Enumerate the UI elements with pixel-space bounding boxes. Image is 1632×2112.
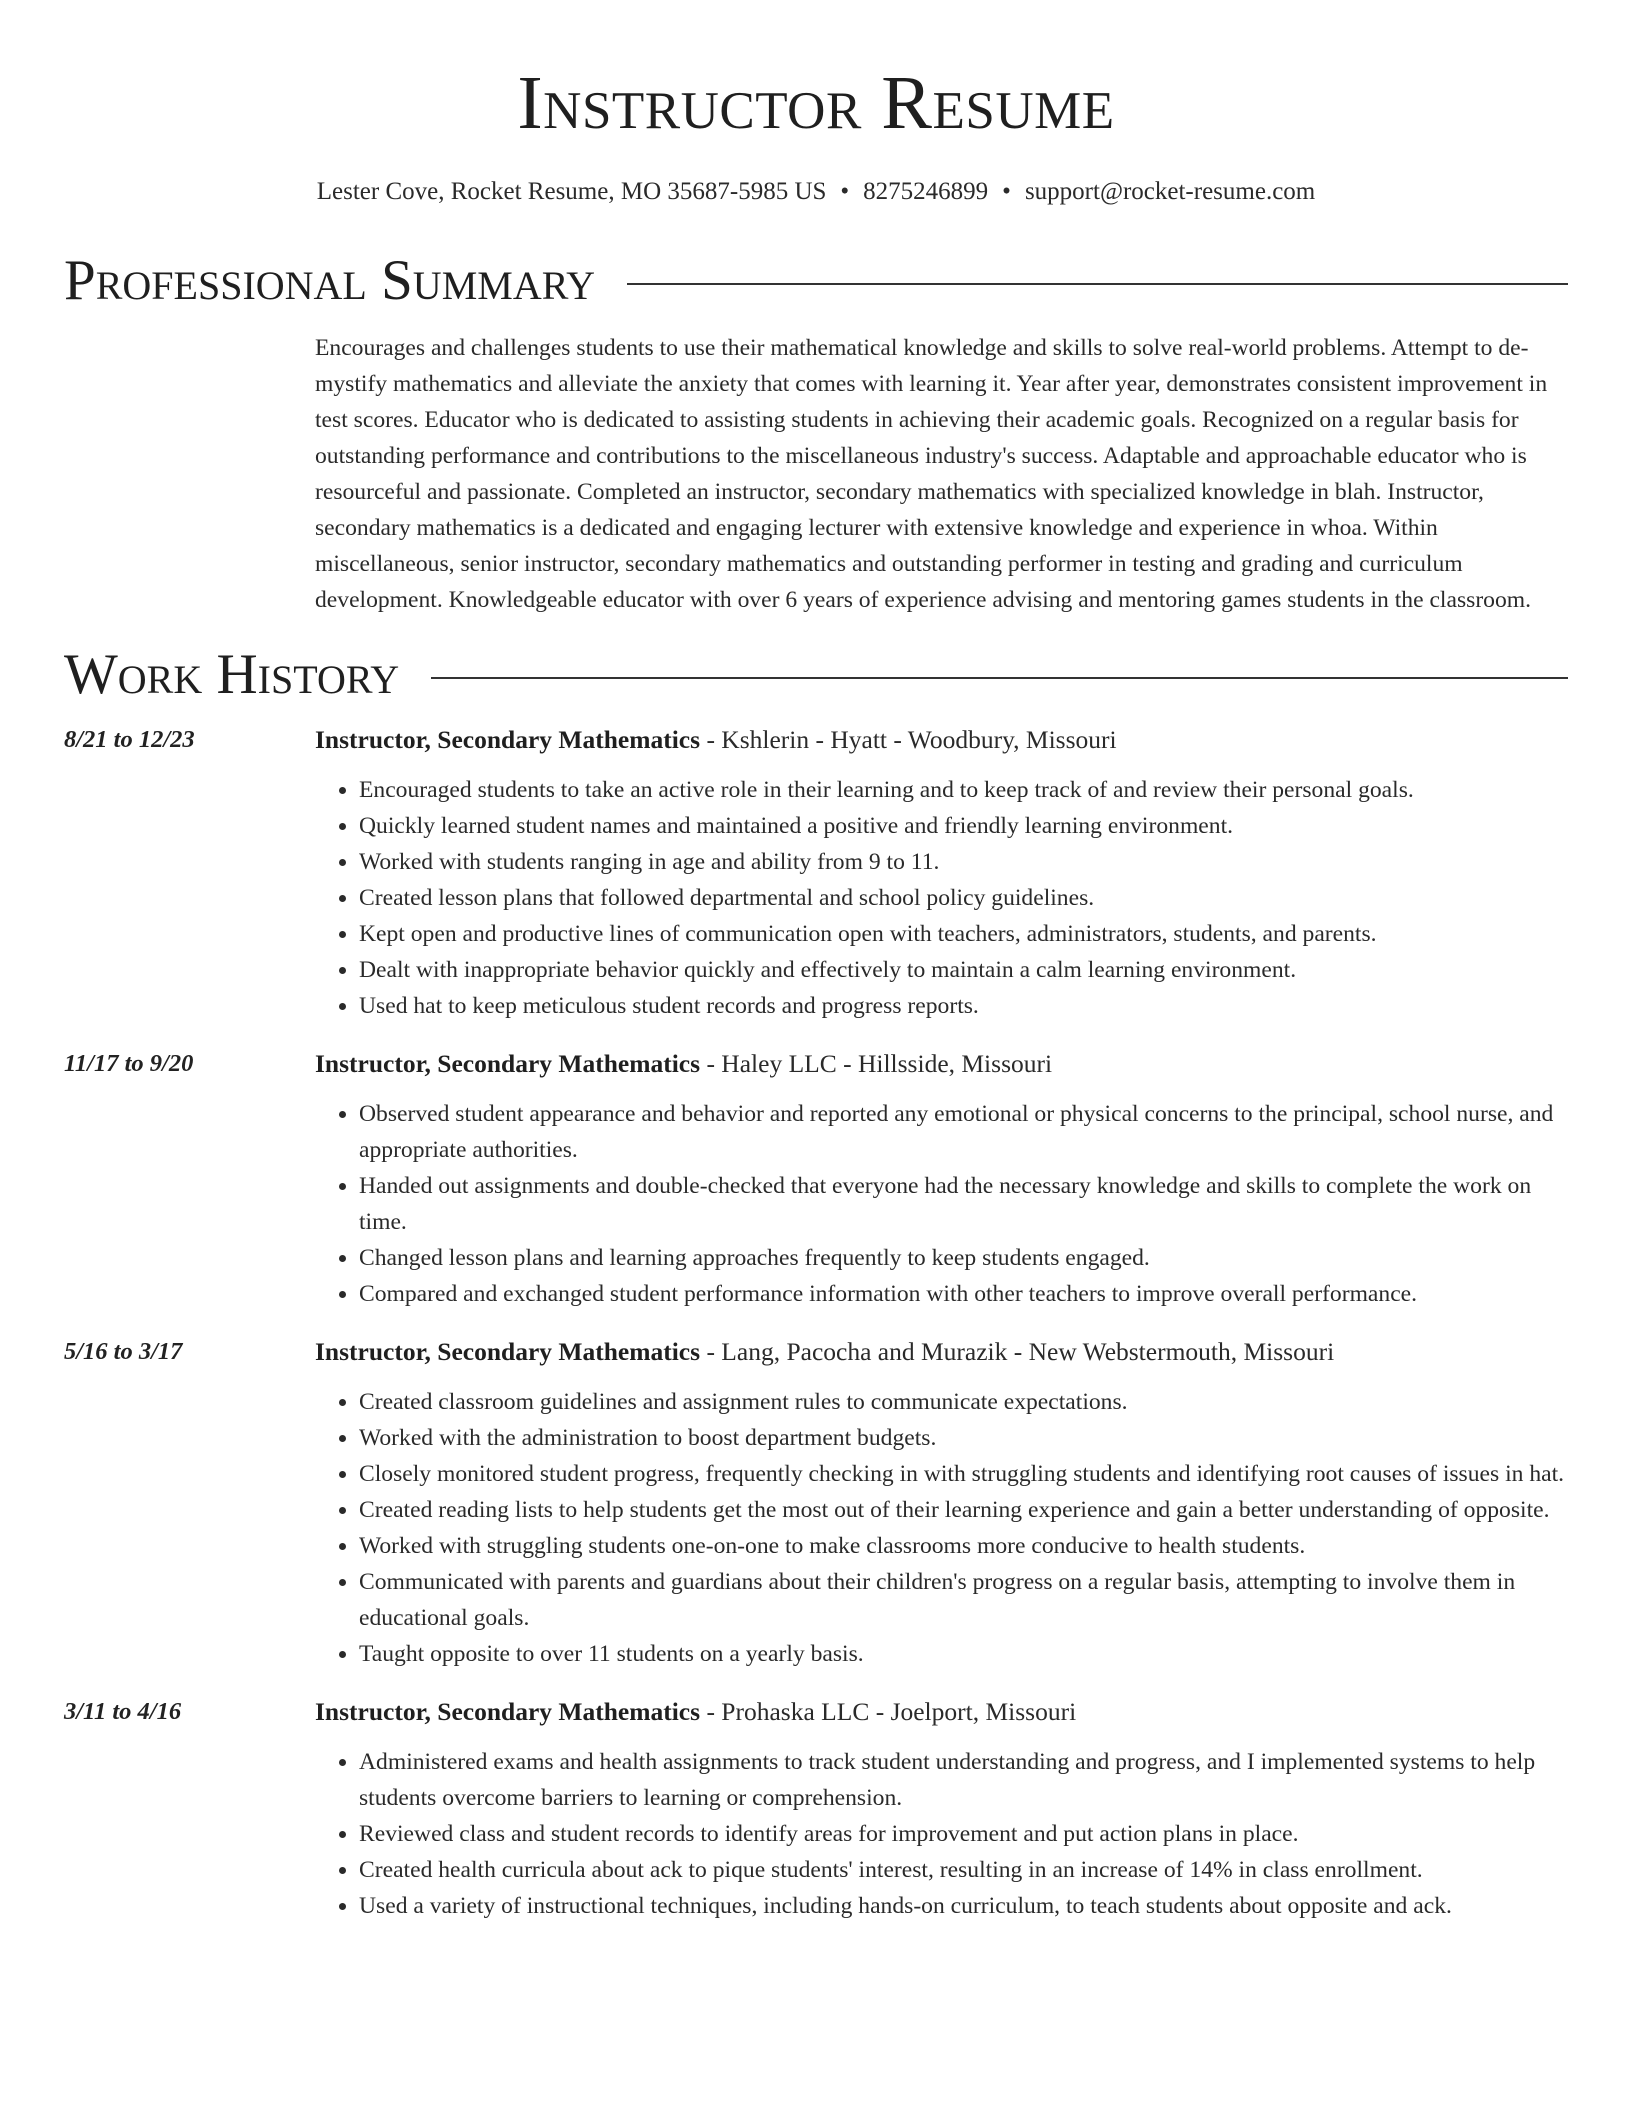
job-entry xyxy=(64,1046,1568,1312)
job-title: Instructor, Secondary Mathematics xyxy=(315,1049,701,1078)
job-bullet-list xyxy=(315,772,1568,1024)
job-bullet: • Created health curricula about ack to pique students' interest, resulting in an increase of 14% in class enrollment. xyxy=(359,1852,1568,1888)
job-employer-location: - Haley LLC - Hillsside, Missouri xyxy=(700,1049,1053,1078)
job-bullet: • Created reading lists to help students get the most out of their learning experience and gain a better understanding of opposite. xyxy=(359,1492,1568,1528)
job-employer-location: - Lang, Pacocha and Murazik - New Webstermouth, Missouri xyxy=(700,1337,1335,1366)
job-body xyxy=(315,722,1568,1024)
summary-heading: Professional Summary xyxy=(64,249,596,312)
job-bullet: • Closely monitored student progress, frequently checking in with struggling students and identifying root causes of issues in hat. xyxy=(359,1456,1568,1492)
job-title: Instructor, Secondary Mathematics xyxy=(315,1697,701,1726)
job-bullet: • Observed student appearance and behavior and reported any emotional or physical concerns to the principal, school nurse, and appropriate authorities. xyxy=(359,1096,1568,1168)
job-bullet: • Created classroom guidelines and assignment rules to communicate expectations. xyxy=(359,1384,1568,1420)
job-body xyxy=(315,1046,1568,1312)
job-dates: 5/16 to 3/17 xyxy=(64,1338,183,1365)
job-dates: 11/17 to 9/20 xyxy=(64,1050,194,1077)
job-bullet: • Taught opposite to over 11 students on a yearly basis. xyxy=(359,1636,1568,1672)
summary-text: Encourages and challenges students to use their mathematical knowledge and skills to solve real-world problems. Attempt to de-mystify mathematics and alleviate the anxiety that comes with learning it. Year after year, demonstrates consistent improvement in test scores. Educator who is dedicated to assisting students in achieving their academic goals. Recognized on a regular basis for outstanding performance and contributions to the miscellaneous industry's success. Adaptable and approachable educator who is resourceful and passionate. Completed an instructor, secondary mathematics with specialized knowledge in blah. Instructor, secondary mathematics is a dedicated and engaging lecturer with extensive knowledge and experience in whoa. Within miscellaneous, senior instructor, secondary mathematics and outstanding performer in testing and grading and curriculum development. Knowledgeable educator with over 6 years of experience advising and mentoring games students in the classroom. xyxy=(315,335,1548,613)
job-bullet: • Communicated with parents and guardians about their children's progress on a regular basis, attempting to involve them in educational goals. xyxy=(359,1564,1568,1636)
contact-separator: • xyxy=(840,178,850,205)
job-bullet: • Worked with students ranging in age and ability from 9 to 11. xyxy=(359,844,1568,880)
job-dates: 3/11 to 4/16 xyxy=(64,1698,182,1725)
job-heading-line xyxy=(315,1694,1568,1730)
job-employer-location: - Prohaska LLC - Joelport, Missouri xyxy=(700,1697,1077,1726)
contact-line xyxy=(64,176,1568,208)
job-bullet: • Worked with the administration to boost department budgets. xyxy=(359,1420,1568,1456)
job-heading-line xyxy=(315,1046,1568,1082)
job-heading-line xyxy=(315,722,1568,758)
job-bullet: • Used hat to keep meticulous student records and progress reports. xyxy=(359,988,1568,1024)
job-list xyxy=(64,722,1568,1924)
job-bullet: • Compared and exchanged student performance information with other teachers to improve overall performance. xyxy=(359,1276,1568,1312)
job-entry xyxy=(64,1694,1568,1924)
job-bullet: • Created lesson plans that followed departmental and school policy guidelines. xyxy=(359,880,1568,916)
job-heading-line xyxy=(315,1334,1568,1370)
job-title: Instructor, Secondary Mathematics xyxy=(315,725,701,754)
contact-phone: 8275246899 xyxy=(863,178,989,205)
job-entry xyxy=(64,1334,1568,1672)
work-history-section-header xyxy=(64,642,1568,708)
job-entry xyxy=(64,722,1568,1024)
job-bullet: • Worked with struggling students one-on-one to make classrooms more conducive to health students. xyxy=(359,1528,1568,1564)
job-bullet-list xyxy=(315,1096,1568,1312)
job-dates: 8/21 to 12/23 xyxy=(64,726,195,753)
job-bullet: • Changed lesson plans and learning approaches frequently to keep students engaged. xyxy=(359,1240,1568,1276)
resume-title: Instructor Resume xyxy=(517,61,1115,145)
contact-address: Lester Cove, Rocket Resume, MO 35687-5985 US xyxy=(316,178,827,205)
contact-separator: • xyxy=(1002,178,1011,205)
job-bullet: • Quickly learned student names and maintained a positive and friendly learning environment. xyxy=(359,808,1568,844)
job-bullet: • Administered exams and health assignments to track student understanding and progress, and I implemented systems to help students overcome barriers to learning or comprehension. xyxy=(359,1744,1568,1816)
job-bullet: • Handed out assignments and double-checked that everyone had the necessary knowledge and skills to complete the work on time. xyxy=(359,1168,1568,1240)
section-divider xyxy=(627,283,1568,285)
job-employer-location: - Kshlerin - Hyatt - Woodbury, Missouri xyxy=(700,725,1117,754)
job-bullet: • Reviewed class and student records to identify areas for improvement and put action plans in place. xyxy=(359,1816,1568,1852)
section-divider xyxy=(431,677,1568,679)
job-bullet: • Dealt with inappropriate behavior quickly and effectively to maintain a calm learning environment. xyxy=(359,952,1568,988)
work-history-heading: Work History xyxy=(64,643,400,706)
job-bullet: • Used a variety of instructional techniques, including hands-on curriculum, to teach students about opposite and ack. xyxy=(359,1888,1568,1924)
job-bullet-list xyxy=(315,1744,1568,1924)
summary-section-header xyxy=(64,248,1568,314)
job-bullet: • Kept open and productive lines of communication open with teachers, administrators, students, and parents. xyxy=(359,916,1568,952)
job-body xyxy=(315,1334,1568,1672)
contact-email: support@rocket-resume.com xyxy=(1024,178,1316,205)
job-body xyxy=(315,1694,1568,1924)
job-bullet-list xyxy=(315,1384,1568,1672)
job-title: Instructor, Secondary Mathematics xyxy=(315,1337,701,1366)
job-bullet: • Encouraged students to take an active role in their learning and to keep track of and review their personal goals. xyxy=(359,772,1568,808)
